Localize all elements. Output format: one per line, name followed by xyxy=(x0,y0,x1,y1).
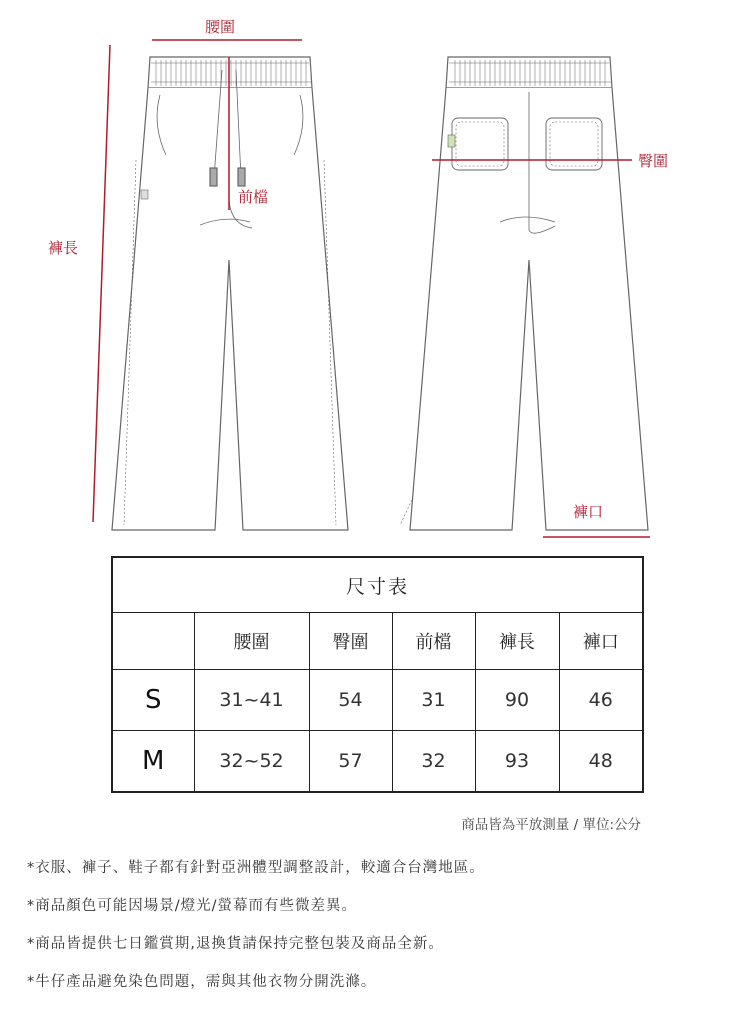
header-cell xyxy=(112,613,194,670)
back-pants-drawing xyxy=(400,57,648,530)
size-table-header xyxy=(112,613,643,670)
value-cell: 54 xyxy=(309,670,392,731)
table-row xyxy=(112,731,643,793)
note-item: *商品皆提供七日鑑賞期,退換貨請保持完整包裝及商品全新。 xyxy=(27,936,444,952)
table-row xyxy=(112,670,643,731)
value-cell: 93 xyxy=(475,731,559,793)
length-label: 褲長 xyxy=(48,239,79,257)
note-item: *商品顏色可能因場景/燈光/螢幕而有些微差異。 xyxy=(27,898,358,914)
value-cell: 46 xyxy=(559,670,643,731)
header-cell: 前檔 xyxy=(392,613,475,670)
value-cell: 31~41 xyxy=(194,670,309,731)
size-cell: M xyxy=(112,731,194,793)
header-cell: 腰圍 xyxy=(194,613,309,670)
note-item: *衣服、褲子、鞋子都有針對亞洲體型調整設計，較適合台灣地區。 xyxy=(27,860,485,876)
header-cell: 臀圍 xyxy=(309,613,392,670)
size-table-title: 尺寸表 xyxy=(112,557,643,613)
front-pants-drawing xyxy=(112,57,348,530)
waist-label: 腰圍 xyxy=(205,18,236,36)
note-item: *牛仔產品避免染色問題，需與其他衣物分開洗滌。 xyxy=(27,974,377,990)
front-rise-label: 前檔 xyxy=(238,188,269,206)
hip-label: 臀圍 xyxy=(638,152,669,170)
size-table xyxy=(111,556,644,793)
value-cell: 48 xyxy=(559,731,643,793)
unit-note: 商品皆為平放測量 / 單位:公分 xyxy=(461,817,641,833)
length-line xyxy=(93,45,110,522)
value-cell: 57 xyxy=(309,731,392,793)
size-cell: S xyxy=(112,670,194,731)
value-cell: 31 xyxy=(392,670,475,731)
value-cell: 32 xyxy=(392,731,475,793)
hem-label: 褲口 xyxy=(573,503,604,521)
header-cell: 褲長 xyxy=(475,613,559,670)
header-cell: 褲口 xyxy=(559,613,643,670)
notes-list xyxy=(27,858,727,1010)
value-cell: 32~52 xyxy=(194,731,309,793)
value-cell: 90 xyxy=(475,670,559,731)
